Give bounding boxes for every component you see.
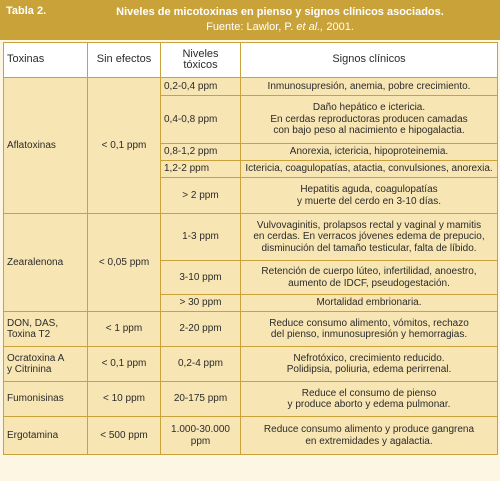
table-row bbox=[4, 417, 498, 455]
toxin-name-line: Ocratoxina A bbox=[7, 352, 65, 364]
toxic-level-line: ppm bbox=[190, 435, 211, 447]
mycotoxin-table bbox=[3, 42, 498, 455]
sign-line: En cerdas reproductoras producen camadas bbox=[270, 113, 468, 125]
toxin-name: Ergotamina bbox=[4, 417, 88, 455]
toxin-name: Aflatoxinas bbox=[4, 78, 88, 214]
clinical-signs: Ictericia, coagulopatías, atactia, convulsiones, anorexia. bbox=[241, 161, 498, 178]
clinical-signs bbox=[241, 96, 498, 144]
col-niveles-line1: Niveles bbox=[182, 47, 219, 60]
toxic-level: > 30 ppm bbox=[161, 295, 241, 312]
col-niveles-toxicos bbox=[161, 43, 241, 78]
clinical-signs bbox=[241, 312, 498, 347]
no-effect-level: < 1 ppm bbox=[88, 312, 161, 347]
toxic-level-line: 1.000-30.000 bbox=[171, 424, 230, 435]
source-etal: et al., bbox=[296, 21, 324, 33]
toxic-level: 0,2-0,4 ppm bbox=[161, 78, 241, 96]
table-header-row bbox=[4, 43, 498, 78]
clinical-signs bbox=[241, 382, 498, 417]
sign-line: Vulvovaginitis, prolapsos rectal y vaginal y mamitis bbox=[256, 219, 482, 231]
toxic-level: > 2 ppm bbox=[161, 178, 241, 214]
toxin-name-line: Toxina T2 bbox=[7, 329, 51, 340]
toxin-name: Zearalenona bbox=[4, 214, 88, 312]
table-row bbox=[4, 78, 498, 96]
sign-line: Retención de cuerpo lúteo, infertilidad, anoestro, bbox=[261, 266, 477, 277]
no-effect-level: < 0,1 ppm bbox=[88, 78, 161, 214]
table-row bbox=[4, 382, 498, 417]
no-effect-level: < 0,05 ppm bbox=[88, 214, 161, 312]
sign-line: Nefrotóxico, crecimiento reducido. bbox=[293, 352, 445, 364]
clinical-signs bbox=[241, 417, 498, 455]
table-tag: Tabla 2. bbox=[6, 5, 47, 17]
col-signos-clinicos: Signos clínicos bbox=[241, 43, 498, 78]
toxic-level: 2-20 ppm bbox=[161, 312, 241, 347]
toxic-level: 0,4-0,8 ppm bbox=[161, 96, 241, 144]
no-effect-level: < 0,1 ppm bbox=[88, 347, 161, 382]
toxic-level: 0,2-4 ppm bbox=[161, 347, 241, 382]
sign-line: Polidipsia, poliuria, edema perirrenal. bbox=[286, 364, 452, 375]
col-niveles-line2: tóxicos bbox=[183, 59, 218, 71]
clinical-signs bbox=[241, 214, 498, 261]
clinical-signs bbox=[241, 347, 498, 382]
sign-line: Hepatitis aguda, coagulopatías bbox=[300, 184, 438, 195]
source-prefix: Fuente: Lawlor, P. bbox=[206, 21, 294, 33]
no-effect-level: < 10 ppm bbox=[88, 382, 161, 417]
table-row bbox=[4, 347, 498, 382]
sign-line: Reduce consumo alimento y produce gangrena bbox=[263, 424, 475, 435]
toxic-level: 1-3 ppm bbox=[161, 214, 241, 261]
toxin-name-line: DON, DAS, bbox=[7, 317, 59, 329]
source-year: 2001. bbox=[326, 21, 354, 33]
clinical-signs bbox=[241, 261, 498, 295]
table-source bbox=[60, 20, 500, 34]
col-toxinas: Toxinas bbox=[4, 43, 88, 78]
toxin-name bbox=[4, 312, 88, 347]
toxic-level bbox=[161, 417, 241, 455]
clinical-signs bbox=[241, 178, 498, 214]
sign-line: en cerdas. En verracos jóvenes edema de prepucio, bbox=[253, 231, 485, 243]
col-sin-efectos: Sin efectos bbox=[88, 43, 161, 78]
toxin-name bbox=[4, 347, 88, 382]
clinical-signs: Inmunosupresión, anemia, pobre crecimiento. bbox=[241, 78, 498, 96]
sign-line: con bajo peso al nacimiento e hipogalactia. bbox=[273, 125, 465, 137]
clinical-signs: Mortalidad embrionaria. bbox=[241, 295, 498, 312]
sign-line: Reduce consumo alimento, vómitos, rechazo bbox=[269, 317, 469, 329]
sign-line: y muerte del cerdo en 3-10 días. bbox=[297, 195, 441, 207]
clinical-signs: Anorexia, ictericia, hipoproteinemia. bbox=[241, 144, 498, 161]
sign-line: Reduce el consumo de pienso bbox=[301, 387, 437, 399]
sign-line: disminución del tamaño testicular, falta de líbido. bbox=[261, 242, 477, 254]
table-row bbox=[4, 312, 498, 347]
sign-line: del pienso, inmunosupresión y hemorragias. bbox=[270, 329, 468, 340]
sign-line: y produce aborto y edema pulmonar. bbox=[287, 399, 451, 410]
table-header-bar bbox=[0, 0, 500, 40]
no-effect-level: < 500 ppm bbox=[88, 417, 161, 455]
toxic-level: 1,2-2 ppm bbox=[161, 161, 241, 178]
sign-line: Daño hepático e ictericia. bbox=[312, 102, 426, 114]
toxin-name-line: y Citrinina bbox=[7, 364, 52, 375]
toxic-level: 20-175 ppm bbox=[161, 382, 241, 417]
sign-line: en extremidades y agalactia. bbox=[305, 435, 433, 447]
sign-line: aumento de IDCF, pseudogestación. bbox=[288, 277, 450, 289]
toxic-level: 3-10 ppm bbox=[161, 261, 241, 295]
toxic-level: 0,8-1,2 ppm bbox=[161, 144, 241, 161]
table-title: Niveles de micotoxinas en pienso y signos clínicos asociados. bbox=[116, 6, 444, 18]
toxin-name: Fumonisinas bbox=[4, 382, 88, 417]
table-row bbox=[4, 214, 498, 261]
